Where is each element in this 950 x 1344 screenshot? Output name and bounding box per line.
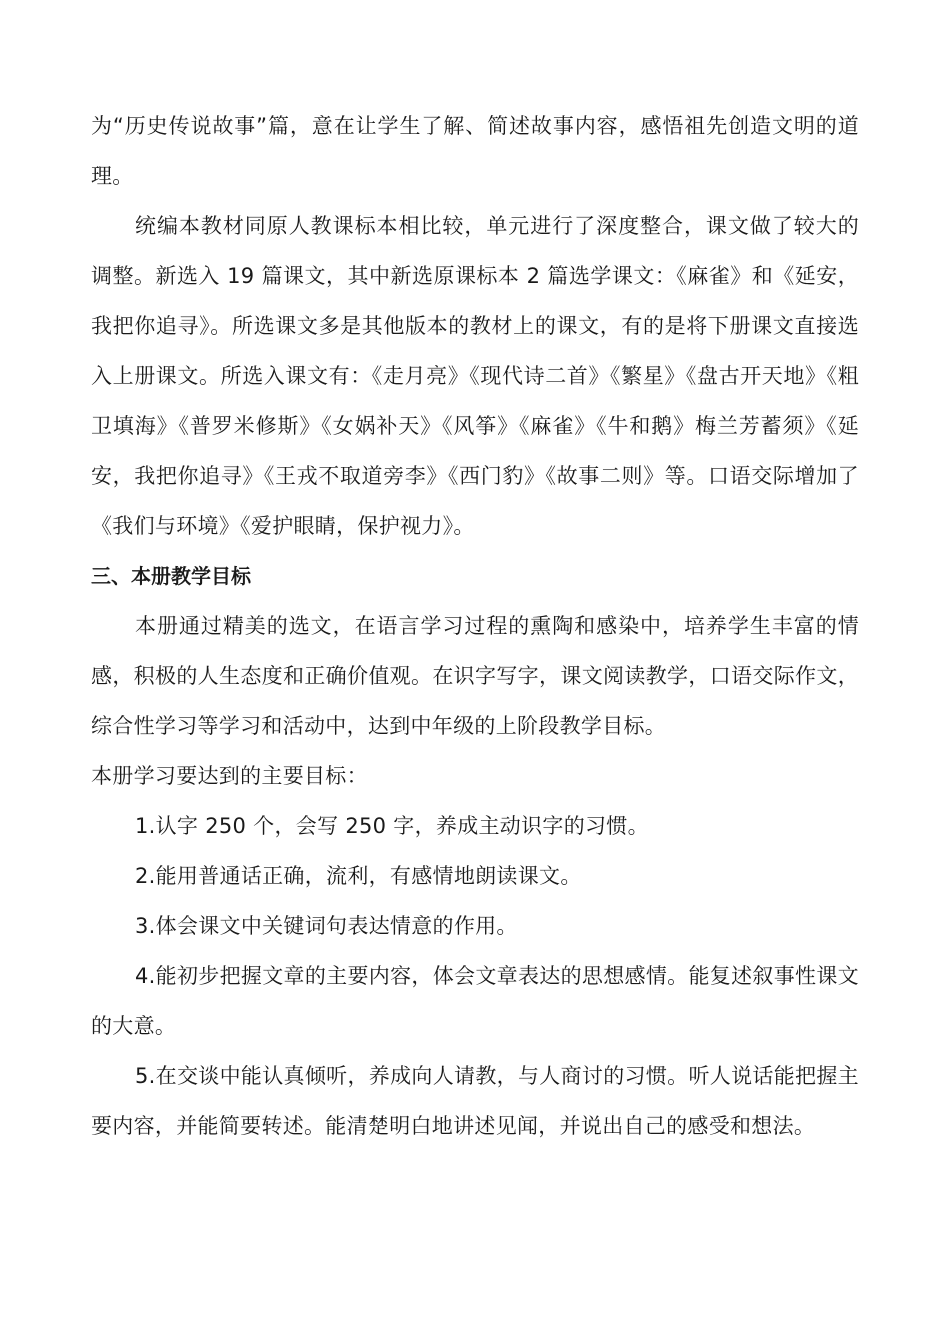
goal-item-1: 1.认字 250 个，会写 250 字，养成主动识字的习惯。 bbox=[135, 814, 649, 838]
paragraph-main-goals-intro: 本册学习要达到的主要目标： bbox=[91, 764, 368, 788]
goal-item-2: 2.能用普通话正确，流利，有感情地朗读课文。 bbox=[135, 864, 582, 888]
document-page bbox=[91, 101, 859, 1151]
paragraph-intro-continuation: 为“历史传说故事”篇，意在让学生了解、简述故事内容，感悟祖先创造文明的道理。 bbox=[91, 114, 859, 188]
goal-item-3: 3.体会课文中关键词句表达情意的作用。 bbox=[135, 914, 518, 938]
goal-item-5: 5.在交谈中能认真倾听，养成向人请教，与人商讨的习惯。听人说话能把握主要内容，并能简要转述。能清楚明白地讲述见闻，并说出自己的感受和想法。 bbox=[91, 1064, 859, 1138]
paragraph-textbook-comparison: 统编本教材同原人教课标本相比较，单元进行了深度整合，课文做了较大的调整。新选入 19 篇课文，其中新选原课标本 2 篇选学课文：《麻雀》和《延安，我把你追寻》。所选课文多是其他版本的教材上的课文，有的是将下册课文直接选入上册课文。所选入课文有：《走月亮》《现代诗二首》《繁星》《盘古开天地》《粗卫填海》《普罗米修斯》《女娲补天》《风筝》《麻雀》《牛和鹅》梅兰芳蓄须》《延安，我把你追寻》《王戎不取道旁李》《西门豹》《故事二则》等。口语交际增加了《我们与环境》《爱护眼睛，保护视力》。 bbox=[91, 214, 859, 538]
paragraph-goals-overview: 本册通过精美的选文，在语言学习过程的熏陶和感染中，培养学生丰富的情感，积极的人生态度和正确价值观。在识字写字，课文阅读教学，口语交际作文，综合性学习等学习和活动中，达到中年级的上阶段教学目标。 bbox=[91, 614, 859, 738]
section-heading-teaching-goals: 三、本册教学目标 bbox=[91, 564, 251, 588]
goal-item-4: 4.能初步把握文章的主要内容，体会文章表达的思想感情。能复述叙事性课文的大意。 bbox=[91, 964, 859, 1038]
